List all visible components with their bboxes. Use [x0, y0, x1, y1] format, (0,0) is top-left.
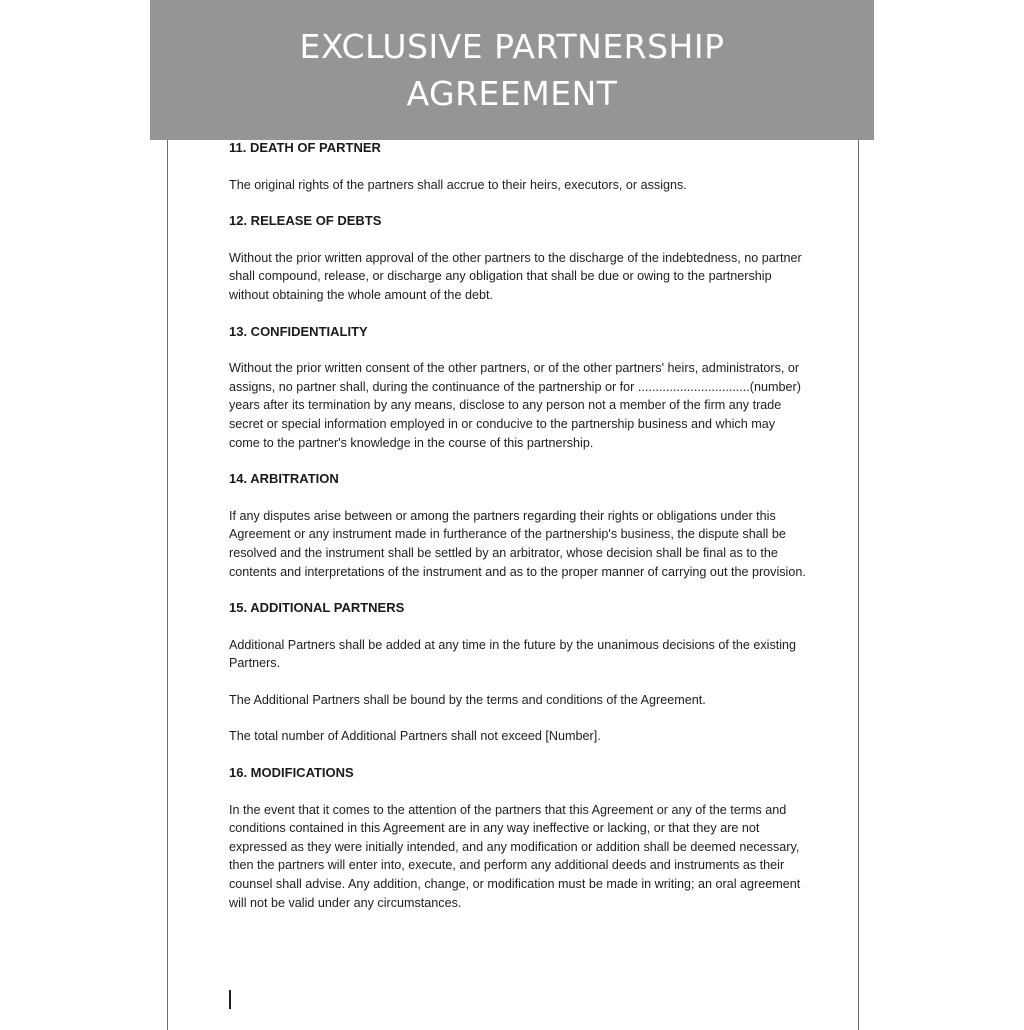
section-paragraph: The Additional Partners shall be bound by the terms and conditions of the Agreement.	[229, 692, 706, 707]
section-heading: 14. ARBITRATION	[229, 471, 339, 487]
title-banner	[150, 0, 874, 140]
section-heading: 11. DEATH OF PARTNER	[229, 140, 381, 155]
section-paragraph: The total number of Additional Partners shall not exceed [Number].	[229, 729, 601, 744]
text-cursor	[229, 990, 231, 1009]
banner-title: EXCLUSIVE PARTNERSHIP AGREEMENT	[299, 27, 725, 113]
section-arbitration	[229, 470, 809, 581]
section-paragraph: Additional Partners shall be added at any time in the future by the unanimous decisions of the existing Partners.	[229, 637, 797, 671]
section-heading: 15. ADDITIONAL PARTNERS	[229, 600, 405, 616]
section-release-of-debts	[229, 212, 809, 304]
section-heading: 13. CONFIDENTIALITY	[229, 323, 368, 339]
section-confidentiality	[229, 323, 809, 453]
section-paragraph: Without the prior written approval of the other partners to the discharge of the indebtedness, no partner shall compound, release, or discharge any obligation that shall be due or owing to the partnership without obtaining the whole amount of the debt.	[229, 250, 802, 302]
section-death-of-partner	[229, 139, 809, 194]
section-paragraph: In the event that it comes to the attention of the partners that this Agreement or any of the terms and conditions contained in this Agreement are in any way ineffective or lacking, or that they are not expressed as they were initially intended, and any modification or addition shall be deemed necessary, then the partners will enter into, execute, and perform any additional deeds and instruments as their counsel shall advise. Any addition, change, or modification must be made in writing; an oral agreement will not be valid under any circumstances.	[229, 802, 801, 910]
section-additional-partners	[229, 599, 809, 746]
section-modifications	[229, 764, 809, 912]
section-heading: 12. RELEASE OF DEBTS	[229, 213, 382, 229]
section-paragraph: The original rights of the partners shall accrue to their heirs, executors, or assigns.	[229, 177, 687, 192]
section-paragraph: If any disputes arise between or among the partners regarding their rights or obligations under this Agreement or any instrument made in furtherance of the partnership's business, the dispute shall be resolved and the instrument shall be settled by an arbitrator, whose decision shall be final as to the contents and interpretations of the instrument and as to the proper manner of carrying out the provision.	[229, 508, 806, 579]
section-paragraph: Without the prior written consent of the other partners, or of the other partners' heirs, administrators, or assigns, no partner shall, during the continuance of the partnership or for ................................(number) years after its termination by any means, disclose to any person not a member of the firm any trade secret or special information employed in or conducive to the partnership business and which may come to the partner's knowledge in the course of this partnership.	[229, 361, 801, 450]
document-body[interactable]	[229, 139, 809, 930]
section-heading: 16. MODIFICATIONS	[229, 765, 354, 781]
